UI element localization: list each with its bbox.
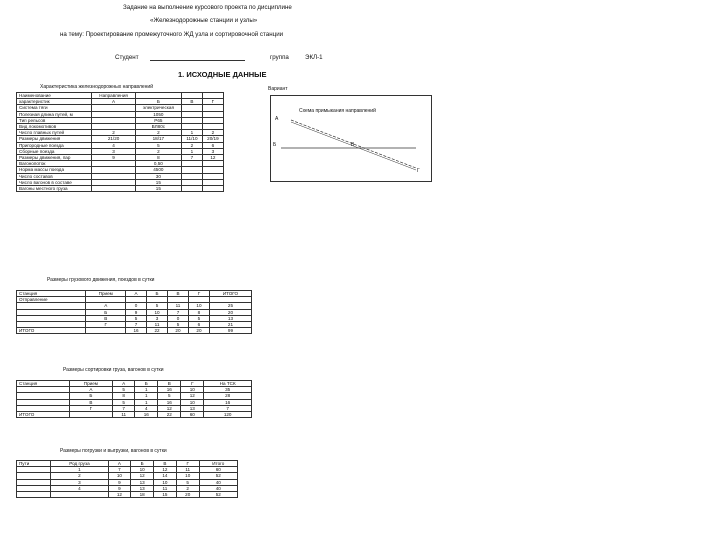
table-cell: 15	[135, 179, 181, 185]
table-cell: 5	[113, 387, 135, 393]
table-cell: Б	[86, 309, 126, 315]
table-cell: 60	[199, 467, 237, 473]
table-cell: Г	[181, 381, 204, 387]
table-cell: ИТОГО	[17, 412, 70, 418]
table-cell: 120	[204, 412, 252, 418]
table-cell: 5	[113, 399, 135, 405]
table-cell: 99	[209, 328, 251, 334]
table-cell: Станция	[17, 381, 70, 387]
table-cell: Число вагонов в составе	[17, 179, 92, 185]
table-cell: 7	[182, 155, 203, 161]
table-cell: 28	[204, 393, 252, 399]
table-cell: 12	[158, 405, 181, 411]
table-cell: 12	[181, 393, 204, 399]
table-cell: Станция	[17, 291, 86, 297]
table-cell: 12	[108, 492, 131, 498]
table-cell: 21/20	[92, 136, 135, 142]
table-cell: 2	[202, 130, 223, 136]
table-cell: А	[69, 387, 112, 393]
table-cell: ВЛ80с	[135, 124, 181, 130]
table-cell: 7	[113, 405, 135, 411]
table-cell: 22	[158, 412, 181, 418]
table-cell: В	[86, 315, 126, 321]
table-cell: 3	[147, 315, 168, 321]
table-cell: 18/17	[135, 136, 181, 142]
table-cell: 3	[51, 479, 108, 485]
table-cell: ИТОГО	[17, 328, 86, 334]
table-cell: 0	[168, 315, 189, 321]
table-cell: 9	[92, 155, 135, 161]
table-row	[17, 492, 238, 498]
table-cell: 5	[188, 315, 209, 321]
table-cell: 35	[204, 387, 252, 393]
table-cell: 12	[202, 155, 223, 161]
table-cell: 5	[168, 322, 189, 328]
table-cell: 52	[199, 473, 237, 479]
table-cell: 7	[108, 467, 131, 473]
table-cell: 0	[126, 303, 147, 309]
table-cell: А	[92, 99, 135, 105]
table-cell: Итого	[199, 461, 237, 467]
table-cell: Г	[202, 99, 223, 105]
table-cell: 40	[199, 485, 237, 491]
table-cell: 8	[113, 393, 135, 399]
table-cell: Г	[69, 405, 112, 411]
table-cell: 9	[108, 479, 131, 485]
table-cell: Наименование	[17, 93, 92, 99]
table-cell: В	[69, 399, 112, 405]
table-cell: 5	[135, 142, 181, 148]
table-cell: 5	[158, 393, 181, 399]
table-cell: На ТСК	[204, 381, 252, 387]
table-cell: 5	[176, 479, 199, 485]
table-cell: 13	[209, 315, 251, 321]
table-cell: 8	[188, 309, 209, 315]
table-cell: 20	[168, 328, 189, 334]
table-cell: Направления	[92, 93, 135, 99]
student-underline	[150, 60, 245, 61]
table-cell: 20	[209, 309, 251, 315]
table-cell: 40	[199, 479, 237, 485]
table-cell: 4	[135, 405, 158, 411]
student-label: Студент	[115, 54, 139, 61]
table-cell: 20/19	[202, 136, 223, 142]
table-cell: 16	[158, 387, 181, 393]
table-cell: 10	[131, 467, 154, 473]
group-value: ЭКЛ-1	[305, 54, 323, 61]
table-cell: 2	[182, 142, 203, 148]
table-cell: 10	[147, 309, 168, 315]
table-cell: 60	[181, 412, 204, 418]
table-cell: 7	[204, 405, 252, 411]
table-cell: 52	[199, 492, 237, 498]
table-cell: Вид локомотивов	[17, 124, 92, 130]
table-row	[17, 328, 252, 334]
table-cell: Полезная длина путей, м	[17, 111, 92, 117]
table-cell: ИТОГО	[209, 291, 251, 297]
table-cell: 0,50	[135, 161, 181, 167]
table-cell: Г	[188, 291, 209, 297]
table-cell: 4500	[135, 167, 181, 173]
table-cell: 9	[108, 485, 131, 491]
direction-a: А	[275, 116, 279, 122]
table-cell: 10	[188, 303, 209, 309]
table-cell: Норма массы поезда	[17, 167, 92, 173]
table-cell: 2	[51, 473, 108, 479]
table-cell: 4	[92, 142, 135, 148]
table-cell: В	[158, 381, 181, 387]
table-cell: Пути	[17, 461, 51, 467]
table3-caption: Размеры сортировки груза, вагонов в сутки	[63, 367, 164, 373]
table-cell: Размеры движения	[17, 136, 92, 142]
table-cell: 10	[181, 399, 204, 405]
table-cell: Г	[86, 322, 126, 328]
table-cell: 22	[147, 328, 168, 334]
table-cell: 1050	[135, 111, 181, 117]
table-cell: Вагоны местного груза	[17, 186, 92, 192]
table-cell	[92, 186, 135, 192]
scheme-diagram	[270, 95, 432, 182]
table-cell: 21	[209, 322, 251, 328]
table-cell: 1	[135, 387, 158, 393]
table-cell: 3	[92, 148, 135, 154]
table-cell: 18	[131, 492, 154, 498]
table-cell: 10	[181, 387, 204, 393]
table-cell: 1	[51, 467, 108, 473]
table-cell: 20	[188, 328, 209, 334]
table-cell: 2	[176, 485, 199, 491]
table-cell: 10	[176, 473, 199, 479]
table-cell: Б	[131, 461, 154, 467]
table-cell: 1	[135, 399, 158, 405]
table-cell: 2	[92, 130, 135, 136]
table-cell: 11	[168, 303, 189, 309]
table-cell: Вагонопоток	[17, 161, 92, 167]
table-cell: Прием	[69, 381, 112, 387]
table-cell: В	[154, 461, 177, 467]
scheme-inner-label: Схема примыкания направлений	[299, 108, 376, 114]
table-cell: 3	[202, 148, 223, 154]
table-cell: 1	[135, 393, 158, 399]
table-cell: Г	[176, 461, 199, 467]
table-cell: 13	[131, 485, 154, 491]
table-cell	[182, 186, 203, 192]
header-line-3: на тему: Проектирование промежуточного ЖД узла и сортировочной станции	[60, 31, 284, 38]
table-cell: Род груза	[51, 461, 108, 467]
table-cell: Число главных путей	[17, 130, 92, 136]
table-cell: 11	[147, 322, 168, 328]
table-cell	[202, 186, 223, 192]
table-cell: В	[168, 291, 189, 297]
table1-caption: Характеристика железнодорожных направлений	[40, 84, 154, 90]
table-cell: характеристик	[17, 99, 92, 105]
table-cell: 16	[135, 412, 158, 418]
table-cell: Размеры движения, пар	[17, 155, 92, 161]
table-cell	[69, 412, 112, 418]
table-cell: 7	[126, 322, 147, 328]
table-cell: 5	[147, 303, 168, 309]
header-line-1: Задание на выполнение курсового проекта по дисциплине	[123, 4, 292, 11]
table-cell: 15	[135, 186, 181, 192]
table-cell: А	[108, 461, 131, 467]
table-cell: Пригородные поезда	[17, 142, 92, 148]
table2	[16, 290, 252, 334]
direction-b: Б	[273, 142, 277, 148]
section-title: 1. ИСХОДНЫЕ ДАННЫЕ	[178, 70, 267, 79]
table-cell: 30	[135, 173, 181, 179]
table-cell: А	[113, 381, 135, 387]
table-cell: 7	[168, 309, 189, 315]
table-cell: А	[126, 291, 147, 297]
table-cell: 4	[51, 485, 108, 491]
direction-v: В	[351, 142, 355, 148]
table3	[16, 380, 252, 418]
table-cell: 6	[202, 142, 223, 148]
table-cell: 13	[181, 405, 204, 411]
table-cell: электрическая	[135, 105, 181, 111]
table-cell: 10	[154, 479, 177, 485]
table-cell: Число составов	[17, 173, 92, 179]
table-cell: 11/10	[182, 136, 203, 142]
table-cell: 8	[135, 155, 181, 161]
table-cell	[86, 328, 126, 334]
table-cell: Р65	[135, 117, 181, 123]
scheme-label: Вариант	[268, 86, 288, 92]
table-cell: Б	[69, 393, 112, 399]
table-cell: 12	[131, 473, 154, 479]
table-cell: Б	[135, 381, 158, 387]
table-cell: 16	[204, 399, 252, 405]
table-cell	[17, 492, 51, 498]
table-cell: Отправление	[17, 297, 86, 303]
table-cell: 5	[126, 315, 147, 321]
table-cell: 9	[126, 309, 147, 315]
table-row	[17, 186, 224, 192]
table-cell: 16	[126, 328, 147, 334]
table-cell: 11	[176, 467, 199, 473]
group-label: группа	[270, 54, 289, 61]
table-cell: 11	[113, 412, 135, 418]
table-cell: Б	[135, 99, 181, 105]
table-cell: Тип рельсов	[17, 117, 92, 123]
table-cell: 2	[135, 148, 181, 154]
table-cell: 6	[188, 322, 209, 328]
header-line-2: «Железнодорожные станции и узлы»	[150, 17, 258, 24]
table-cell: Система тяги	[17, 105, 92, 111]
table-row	[17, 412, 252, 418]
table1	[16, 92, 224, 192]
table-cell: Сборные поезда	[17, 148, 92, 154]
table-cell: В	[182, 99, 203, 105]
table-cell: 1	[182, 130, 203, 136]
table-cell: 16	[158, 399, 181, 405]
table-cell: 13	[131, 479, 154, 485]
table-cell: 25	[209, 303, 251, 309]
table-cell: 1	[182, 148, 203, 154]
table-cell: Б	[147, 291, 168, 297]
table-cell: 14	[154, 473, 177, 479]
table2-caption: Размеры грузового движения, поездов в сутки	[47, 277, 155, 283]
table-cell: 15	[154, 492, 177, 498]
table-cell: Прием	[86, 291, 126, 297]
table-cell: А	[86, 303, 126, 309]
table-cell: 2	[135, 130, 181, 136]
table-cell: 12	[154, 467, 177, 473]
table-cell	[51, 492, 108, 498]
table-cell: 10	[108, 473, 131, 479]
table4	[16, 460, 238, 498]
table-cell: 20	[176, 492, 199, 498]
table-cell: 11	[154, 485, 177, 491]
table4-caption: Размеры погрузки и выгрузки, вагонов в сутки	[60, 448, 167, 454]
direction-g: Г	[417, 168, 420, 174]
